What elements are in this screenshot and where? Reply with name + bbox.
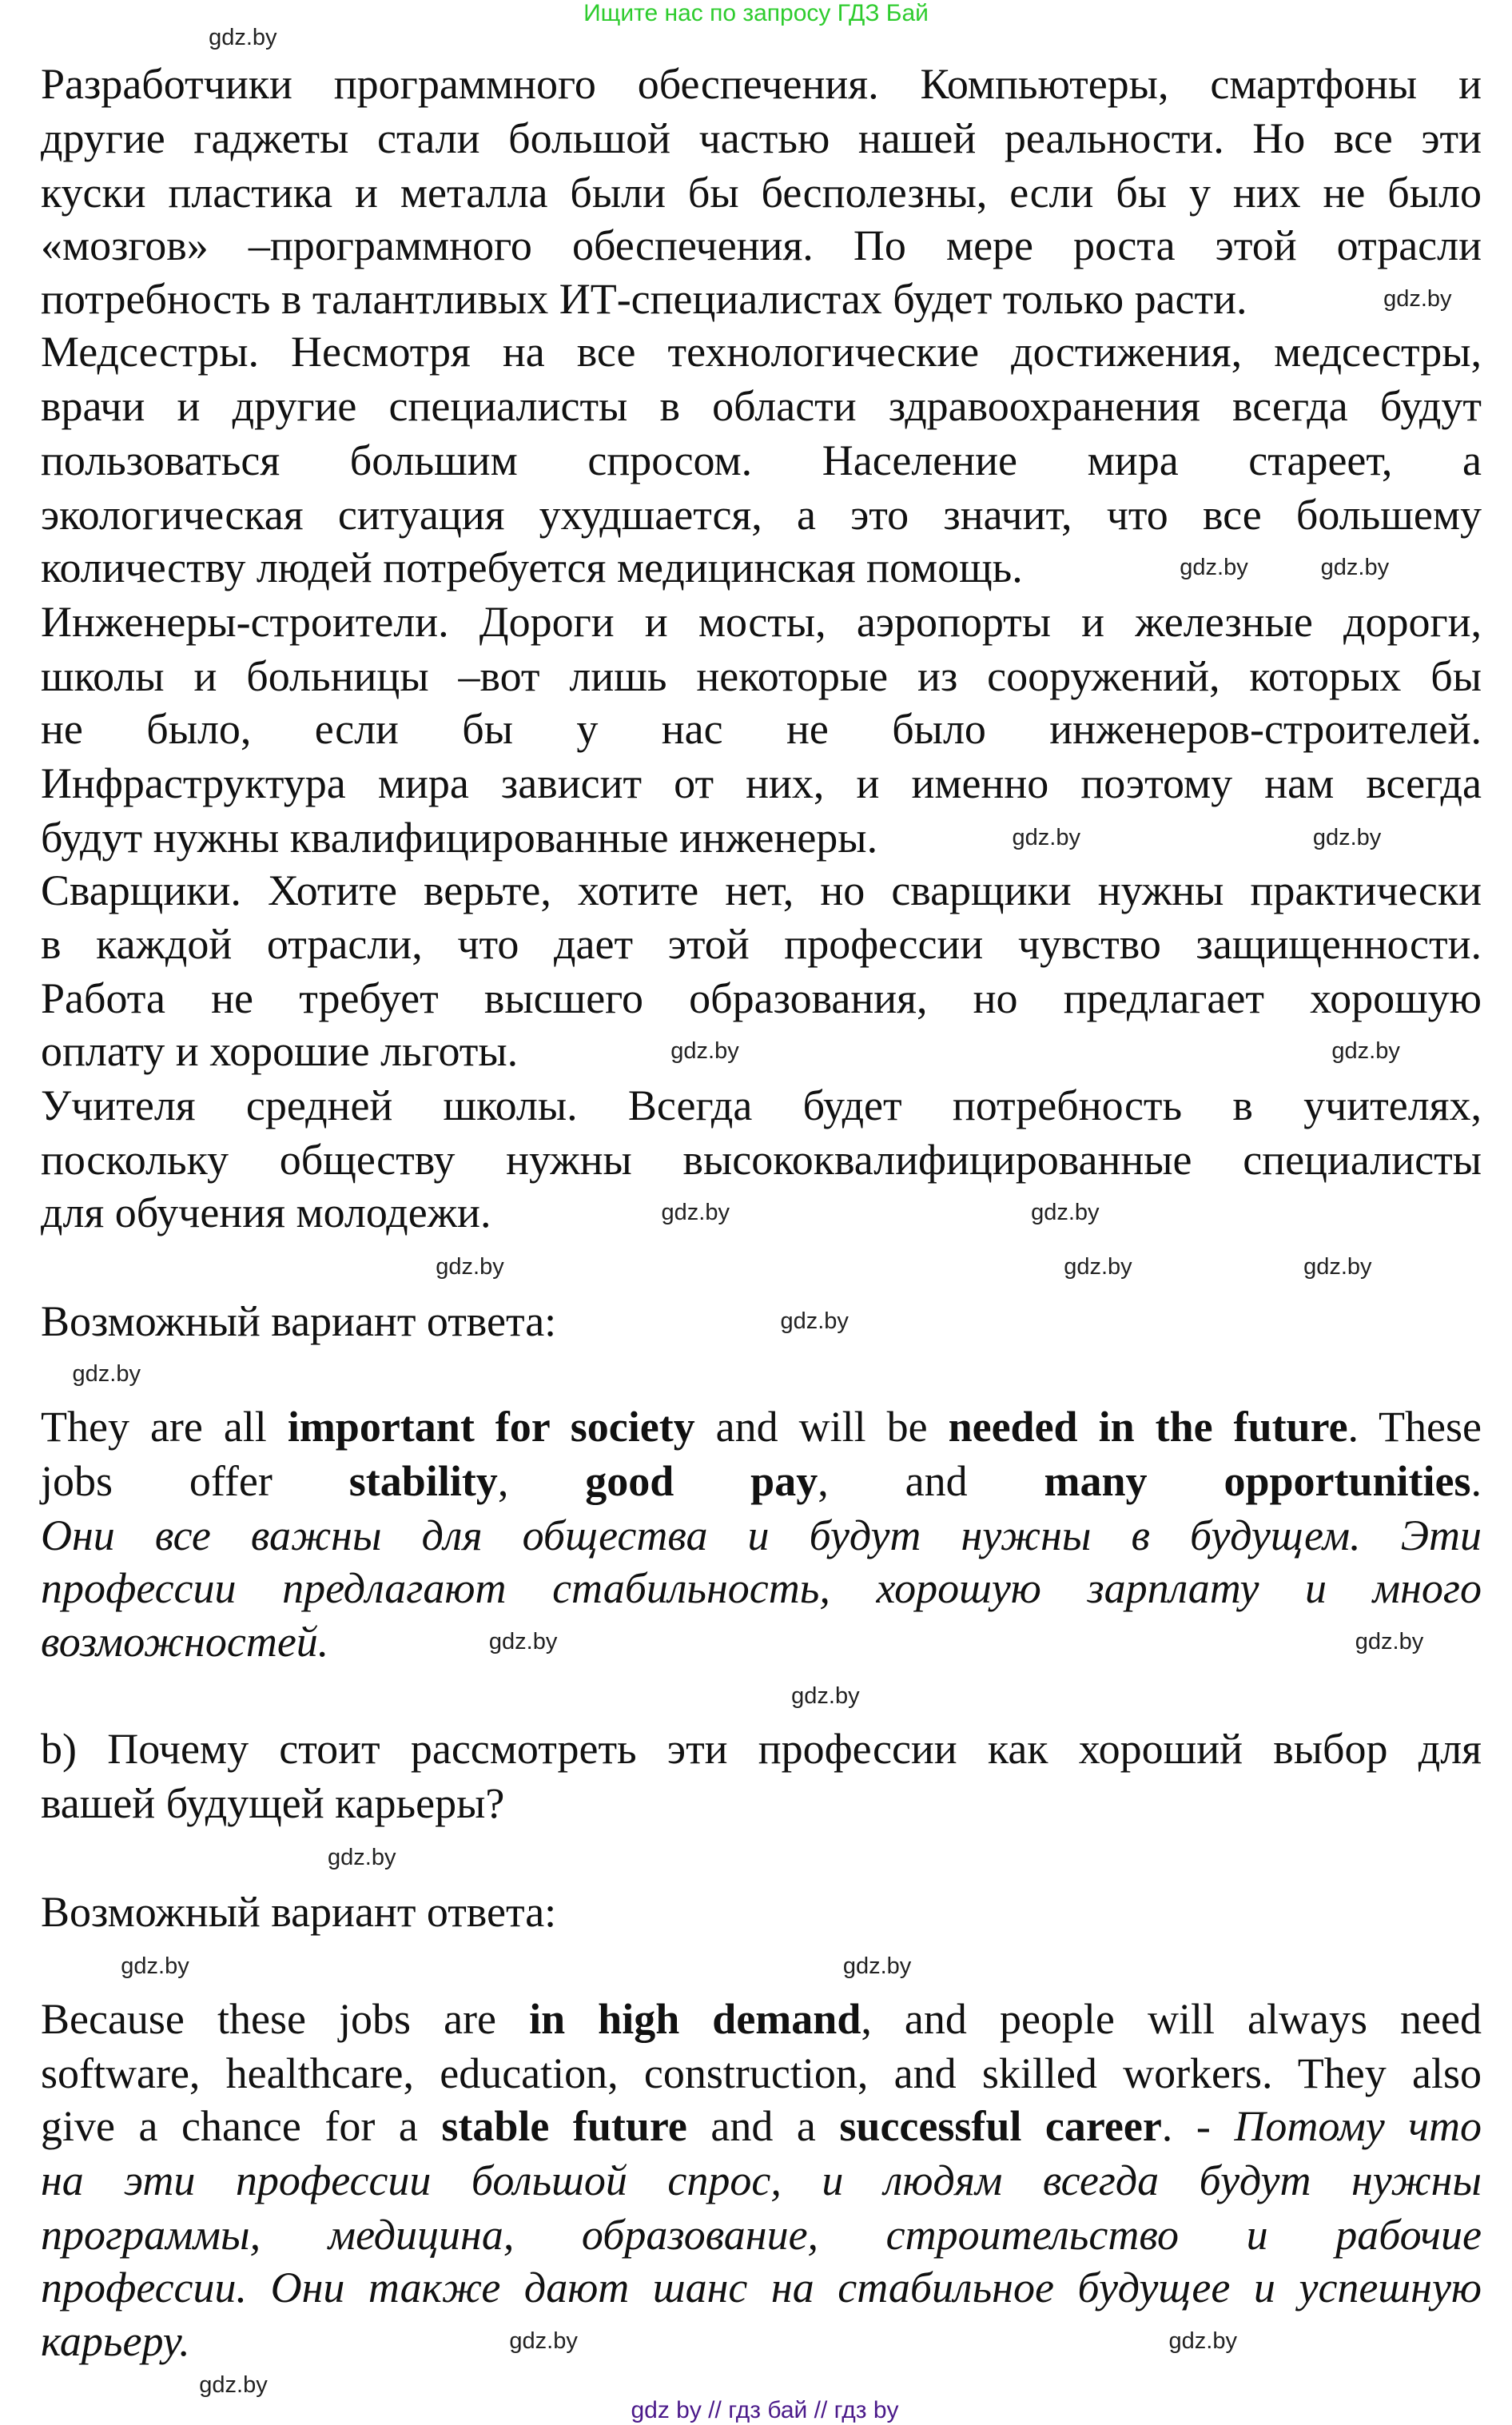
- text-line: [41, 973, 1482, 1024]
- text-line: [41, 1401, 1482, 1452]
- text-span: школы и больницы –вот лишь некоторые из сооружений, которых бы: [41, 651, 1482, 700]
- watermark: gdz.by: [842, 1953, 912, 1979]
- text-span: . These: [1347, 1402, 1482, 1451]
- text-line: [41, 1778, 504, 1829]
- watermark: gdz.by: [1012, 824, 1080, 850]
- text-line: [41, 865, 1482, 916]
- bold-phrase: many opportunities: [1044, 1456, 1471, 1505]
- text-span: Сварщики. Хотите верьте, хотите нет, но сварщики нужны практически: [41, 866, 1482, 914]
- text-line: [41, 703, 1482, 755]
- bold-phrase: stable future: [441, 2101, 687, 2150]
- text-span: Медсестры. Несмотря на все технологические достижения, медсестры,: [41, 328, 1482, 376]
- italic-translation: программы, медицина, образование, строительство и рабочие: [41, 2210, 1482, 2259]
- text-line: [41, 1187, 491, 1238]
- text-line: [41, 1025, 518, 1077]
- text-line: [41, 380, 1482, 432]
- text-span: and will be: [694, 1402, 949, 1451]
- text-span: Разработчики программного обеспечения. Компьютеры, смартфоны и: [41, 59, 1482, 108]
- text-line: [41, 1134, 1482, 1185]
- italic-translation: профессии предлагают стабильность, хорошую зарплату и много: [41, 1563, 1482, 1612]
- text-line: [41, 58, 1482, 110]
- watermark: gdz.by: [1312, 824, 1382, 850]
- watermark: gdz.by: [1331, 1038, 1400, 1065]
- text-line: [41, 1510, 1482, 1561]
- text-span: «мозгов» –программного обеспечения. По мере роста этой отрасли: [41, 221, 1482, 269]
- text-span: , and people will always need: [861, 1994, 1482, 2043]
- text-line: [41, 1993, 1482, 2045]
- italic-translation: на эти профессии большой спрос, и людям всегда будут нужны: [41, 2156, 1482, 2204]
- bold-phrase: good pay: [585, 1456, 818, 1505]
- text-span: экологическая ситуация ухудшается, а это значит, что все большему: [41, 491, 1482, 540]
- text-line: [41, 2262, 1482, 2313]
- watermark: gdz.by: [780, 1308, 849, 1334]
- text-span: врачи и другие специалисты в области здравоохранения всегда будут: [41, 382, 1482, 431]
- watermark: gdz.by: [121, 1953, 189, 1979]
- text-line: [41, 2209, 1482, 2260]
- text-line: [41, 2315, 190, 2367]
- text-line: [41, 273, 1247, 325]
- watermark: gdz.by: [1320, 555, 1390, 581]
- text-span: Возможный вариант ответа:: [41, 1296, 557, 1345]
- text-line: [41, 326, 1482, 377]
- text-line: [41, 489, 1482, 540]
- watermark: gdz.by: [209, 24, 277, 50]
- watermark: gdz.by: [670, 1038, 739, 1065]
- text-span: потребность в талантливых ИТ-специалистах будет только расти.: [41, 275, 1247, 324]
- watermark: gdz.by: [1303, 1253, 1372, 1280]
- text-span: Инфраструктура мира зависит от них, и именно поэтому нам всегда: [41, 759, 1482, 807]
- text-span: Возможный вариант ответа:: [41, 1888, 557, 1937]
- watermark: gdz.by: [199, 2371, 268, 2398]
- text-line: [41, 1886, 556, 1937]
- text-line: [41, 812, 877, 863]
- watermark: gdz.by: [1031, 1200, 1100, 1226]
- bold-phrase: needed in the future: [948, 1402, 1348, 1451]
- watermark: gdz.by: [436, 1253, 504, 1280]
- text-span: jobs offer: [41, 1456, 349, 1505]
- text-line: [41, 1563, 1482, 1614]
- text-span: в каждой отрасли, что дает этой профессии чувство защищенности.: [41, 920, 1482, 969]
- watermark: gdz.by: [1180, 555, 1248, 581]
- text-span: Инженеры-строители. Дороги и мосты, аэропорты и железные дороги,: [41, 597, 1482, 646]
- watermark: gdz.by: [328, 1845, 396, 1871]
- watermark: gdz.by: [1168, 2328, 1237, 2355]
- text-span: . -: [1161, 2101, 1235, 2150]
- text-span: будут нужны квалифицированные инженеры.: [41, 813, 878, 862]
- text-line: [41, 1723, 1482, 1774]
- text-line: [41, 220, 1482, 271]
- text-line: [41, 2100, 1482, 2152]
- text-line: [41, 1455, 1482, 1507]
- italic-translation: Потому что: [1234, 2101, 1482, 2150]
- italic-translation: Они все важны для общества и будут нужны в будущем. Эти: [41, 1511, 1482, 1559]
- italic-translation: профессии. Они также дают шанс на стабильное будущее и успешную: [41, 2263, 1482, 2312]
- text-line: [41, 1616, 328, 1667]
- bold-phrase: important for society: [287, 1402, 695, 1451]
- text-line: [41, 758, 1482, 809]
- text-line: [41, 113, 1482, 164]
- watermark: gdz.by: [661, 1200, 730, 1226]
- bold-phrase: in high demand: [529, 1994, 861, 2043]
- text-span: оплату и хорошие льготы.: [41, 1027, 519, 1076]
- text-line: [41, 918, 1482, 970]
- text-span: другие гаджеты стали большой частью нашей реальности. Но все эти: [41, 113, 1482, 162]
- watermark: gdz.by: [488, 1629, 558, 1655]
- text-line: [41, 596, 1482, 647]
- text-span: Учителя средней школы. Всегда будет потребность в учителях,: [41, 1081, 1482, 1130]
- bold-phrase: stability: [348, 1456, 498, 1505]
- text-span: количеству людей потребуется медицинская помощь.: [41, 544, 1023, 592]
- text-line: [41, 2155, 1482, 2206]
- text-span: пользоваться большим спросом. Население мира стареет, а: [41, 436, 1482, 485]
- footer-links[interactable]: gdz by // гдз бай // гдз by: [631, 2397, 899, 2423]
- text-span: software, healthcare, education, construction, and skilled workers. They also: [41, 2049, 1482, 2097]
- text-span: and a: [686, 2101, 840, 2150]
- watermark: gdz.by: [509, 2328, 578, 2355]
- text-line: [41, 1080, 1482, 1131]
- italic-translation: возможностей.: [41, 1618, 329, 1666]
- text-span: вашей будущей карьеры?: [41, 1779, 505, 1828]
- watermark: gdz.by: [1383, 286, 1452, 313]
- watermark: gdz.by: [791, 1683, 860, 1710]
- text-span: b) Почему стоит рассмотреть эти профессии как хороший выбор для: [41, 1725, 1482, 1774]
- text-span: They are all: [41, 1402, 288, 1451]
- text-line: [41, 2048, 1482, 2099]
- text-line: [41, 542, 1023, 593]
- text-span: поскольку обществу нужны высококвалифицированные специалисты: [41, 1136, 1482, 1185]
- text-span: Работа не требует высшего образования, но предлагает хорошую: [41, 974, 1482, 1023]
- text-span: .: [1470, 1456, 1482, 1505]
- watermark: gdz.by: [1355, 1629, 1424, 1655]
- header-search-hint: Ищите нас по запросу ГДЗ Бай: [583, 0, 929, 26]
- italic-translation: карьеру.: [41, 2317, 190, 2366]
- text-span: Because these jobs are: [41, 1994, 530, 2043]
- text-span: куски пластика и металла были бы бесполезны, если бы у них не было: [41, 168, 1482, 217]
- watermark: gdz.by: [72, 1360, 141, 1387]
- text-span: для обучения молодежи.: [41, 1189, 491, 1237]
- watermark: gdz.by: [1064, 1253, 1132, 1280]
- text-line: [41, 167, 1482, 218]
- text-span: не было, если бы у нас не было инженеров-строителей.: [41, 704, 1482, 753]
- text-span: ,: [497, 1456, 586, 1505]
- text-line: [41, 651, 1482, 702]
- text-line: [41, 1296, 556, 1347]
- text-line: [41, 435, 1482, 486]
- text-span: , and: [818, 1456, 1044, 1505]
- bold-phrase: successful career: [839, 2101, 1162, 2150]
- text-span: give a chance for a: [41, 2101, 442, 2150]
